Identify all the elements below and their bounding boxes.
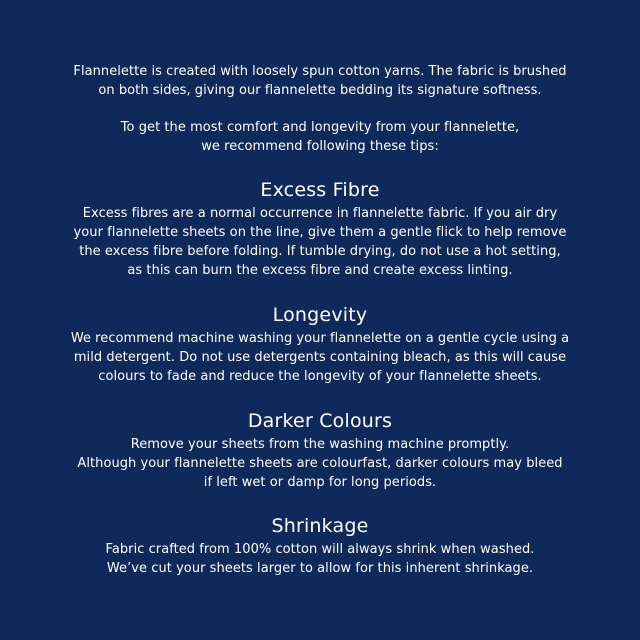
section-body-line: Fabric crafted from 100% cotton will always shrink when washed.: [105, 542, 535, 557]
section-longevity: [0, 303, 640, 386]
section-darker-colours: [0, 409, 640, 492]
intro-paragraph: [0, 62, 640, 100]
section-body-line: if left wet or damp for long periods.: [203, 475, 437, 490]
tips-intro-line: To get the most comfort and longevity from your flannelette,: [120, 120, 520, 135]
tips-intro-line: we recommend following these tips:: [201, 139, 439, 154]
section-heading: Longevity: [272, 304, 368, 326]
section-body-line: Remove your sheets from the washing machine promptly.: [130, 437, 510, 452]
section-body-line: colours to fade and reduce the longevity of your flannelette sheets.: [98, 369, 542, 384]
section-body-line: We’ve cut your sheets larger to allow for this inherent shrinkage.: [106, 561, 534, 576]
intro-line: on both sides, giving our flannelette bedding its signature softness.: [98, 83, 542, 98]
section-excess-fibre: [0, 178, 640, 280]
section-shrinkage: [0, 514, 640, 578]
intro-line: Flannelette is created with loosely spun cotton yarns. The fabric is brushed: [73, 64, 567, 79]
section-heading: Excess Fibre: [260, 179, 380, 201]
section-body-line: Although your flannelette sheets are colourfast, darker colours may bleed: [77, 456, 563, 471]
tips-intro-paragraph: [0, 118, 640, 156]
section-body-line: your flannelette sheets on the line, give them a gentle flick to help remove: [73, 225, 567, 240]
section-heading: Shrinkage: [271, 515, 369, 537]
section-body-line: the excess fibre before folding. If tumble drying, do not use a hot setting,: [79, 244, 561, 259]
section-body-line: mild detergent. Do not use detergents containing bleach, as this will cause: [73, 350, 567, 365]
section-body-line: as this can burn the excess fibre and create excess linting.: [127, 263, 513, 278]
section-body-line: We recommend machine washing your flannelette on a gentle cycle using a: [70, 331, 570, 346]
section-body-line: Excess fibres are a normal occurrence in flannelette fabric. If you air dry: [82, 206, 558, 221]
section-heading: Darker Colours: [247, 410, 393, 432]
